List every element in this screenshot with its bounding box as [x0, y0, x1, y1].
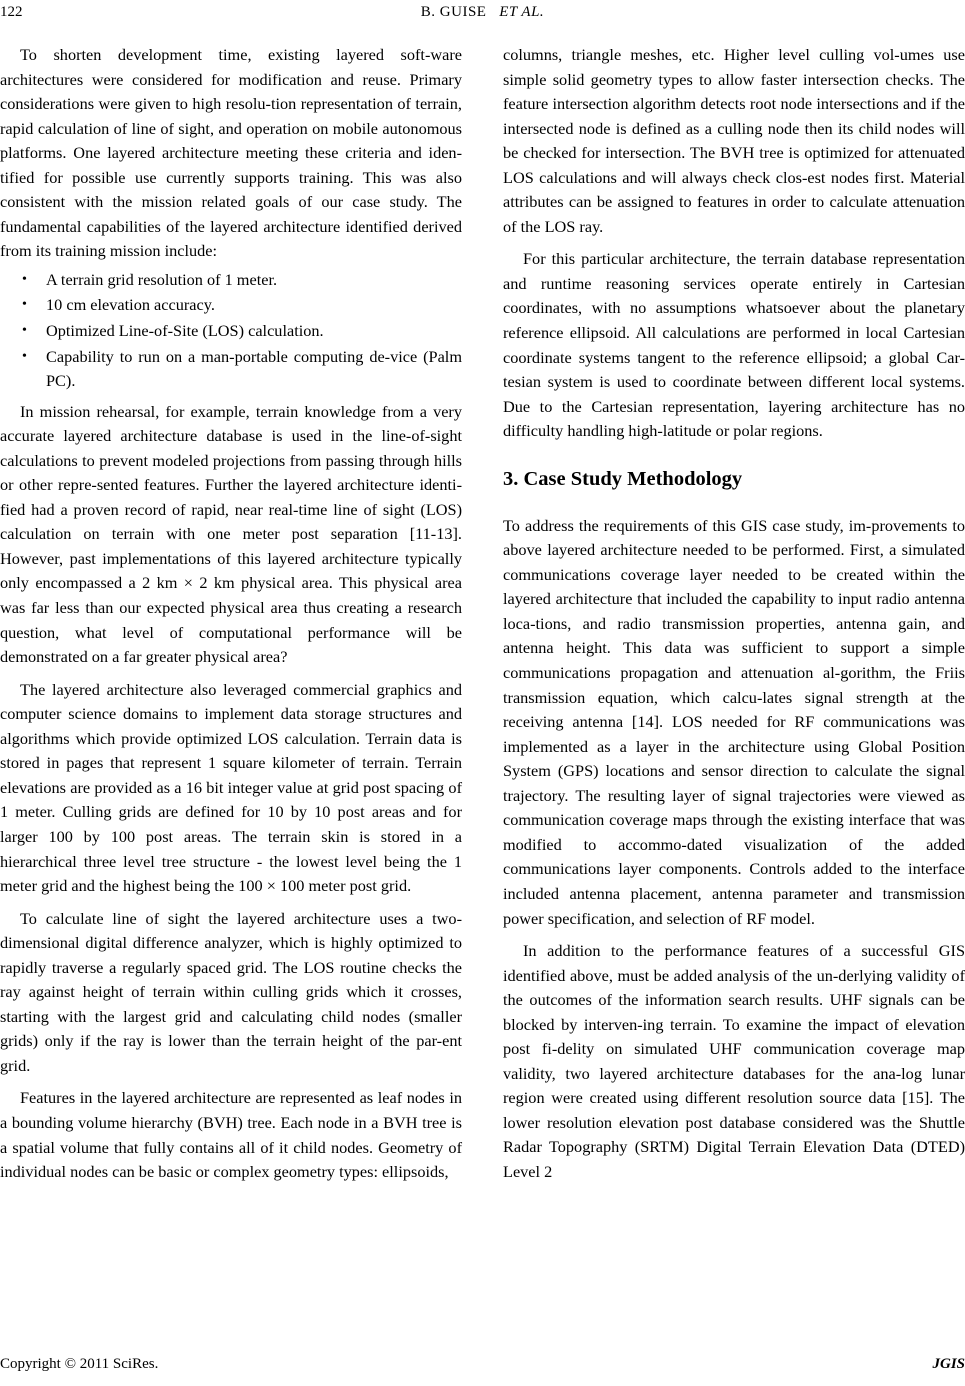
section-heading: 3. Case Study Methodology [503, 467, 743, 490]
paragraph-architecture-reuse: To shorten development time, existing layered soft-ware architectures were considered for modification and reuse. Primary considerations were given to high resolu-tion representation of terrain, rapid calculation of line of sight, and operation on mobile autonomous platforms. One layered architecture meeting these criteria and iden-tified for possible use currently supports training. This was also consistent with the mission related goals of our case study. The fundamental capabilities of the layered architecture identified derived from its training mission include: [0, 45, 462, 261]
running-header-authors [0, 4, 965, 21]
paragraph-uhf-validity: In addition to the performance features of a successful GIS identified above, must be added analysis of the un-derlying validity of the outcomes of the information search results. UHF signals can be blocked by interven-ing terrain. To examine the impact of elevation post fi-delity on simulated UHF communication coverage map validity, two layered architecture databases for the ana-log lunar region were created using different resolution source data [15]. The lower resolution elevation post database considered was the Shuttle Radar Topography (SRTM) Digital Terrain Elevation Data (DTED) Level 2 [503, 941, 965, 1181]
copyright-notice: Copyright © 2011 SciRes. [0, 1356, 159, 1372]
et-al: ET AL. [499, 4, 545, 20]
paragraph-culling-volumes: columns, triangle meshes, etc. Higher level culling vol-umes use simple solid geometry types to allow faster intersection checks. The feature intersection algorithm detects root node intersections and if the intersected node is defined as a culling node then its child nodes will be checked for intersection. The BVH tree is optimized for attenuated LOS calculations and will always check clos-est nodes first. Material attributes can be assigned to features in order to calculate attenuation of the LOS ray. [503, 45, 965, 236]
journal-name: JGIS [932, 1356, 965, 1372]
capabilities-list [0, 268, 462, 394]
paragraph-cartesian: For this particular architecture, the terrain database representation and runtime reasoning services operate entirely in Cartesian coordinates, with no assumptions whatsoever about the planetary reference ellipsoid. All calculations are performed in local Cartesian coordinate systems tangent to the reference ellipsoid; a global Car-tesian system is used to coordinate between different local systems. Due to the Cartesian representation, layering architecture has no difficulty handling high-latitude or polar regions. [503, 249, 965, 441]
author-name: B. GUISE [420, 4, 487, 20]
page-number: 122 [0, 4, 23, 20]
paragraph-los-calculation: To calculate line of sight the layered architecture uses a two-dimensional digital difference analyzer, which is highly optimized to rapidly traverse a regularly spaced grid. The LOS routine checks the ray against height of terrain within culling grids which it crosses, starting with the largest grid and calculating child nodes (smaller grids) only if the ray is lower than the terrain height of the par-ent grid. [0, 908, 462, 1075]
list-item: • A terrain grid resolution of 1 meter. [46, 268, 462, 293]
paragraph-bvh-features: Features in the layered architecture are represented as leaf nodes in a bounding volume hierarchy (BVH) tree. Each node in a BVH tree is a spatial volume that fully contains all of it child nodes. Geometry of individual nodes can be basic or complex geometry types: ellipsoids, [0, 1088, 462, 1182]
list-item: • 10 cm elevation accuracy. [46, 293, 462, 318]
paragraph-methodology: To address the requirements of this GIS case study, im-provements to above layered architecture needed to be performed. First, a simulated communications coverage layer needed to be created within the layered architecture that included the capability to input radio antenna loca-tions, and radio transmission properties, antenna gain, and antenna height. This data was sufficient to support a simple communications propagation and attenuation al-gorithm, the Friis transmission equation, which calcu-lates signal strength at the receiving antenna [14]. LOS needed for RF communications was implemented as a layer in the architecture using Global Position System (GPS) locations and sensor direction to calculate the signal trajectory. The resulting layer of signal trajectories were viewed as communication coverage maps through the existing interface that was modified to accommo-dated visualization of the added communications layer components. Controls added to the interface included antenna placement, antenna parameter and transmission power specification, and selection of RF model. [503, 515, 965, 928]
right-column [503, 43, 965, 1185]
list-item: • Optimized Line-of-Site (LOS) calculation. [46, 319, 462, 344]
paragraph-data-storage: The layered architecture also leveraged commercial graphics and computer science domains to implement data storage structures and algorithms which provide optimized LOS calculation. Terrain data is stored in pages that represent 1 square kilometer of terrain. Terrain elevations are provided as a 16 bit integer value at grid post spacing of 1 meter. Culling grids are defined for 10 by 10 post areas and for larger 100 by 100 post areas. The terrain skin is stored in a hierarchical three level tree structure - the lowest level being the 1 meter grid and the highest being the 100 × 100 meter post grid. [0, 679, 462, 896]
list-item: • Capability to run on a man-portable computing de-vice (Palm PC). [46, 345, 462, 394]
left-column [0, 43, 462, 1185]
paragraph-mission-rehearsal: In mission rehearsal, for example, terrain knowledge from a very accurate layered architecture database is used in the line-of-sight calculations to prevent modeled projections from passing through hills or other repre-sented features. Further the layered architecture identi-fied had a proven record of rapid, near real-time line of sight (LOS) calculation on terrain with one meter post separation [11-13]. However, past implementations of this layered architecture typically only encompassed a 2 km × 2 km physical area. This physical area was far less than our expected physical area thus creating a research question, what level of computational performance will be demonstrated on a far greater physical area? [0, 401, 462, 667]
